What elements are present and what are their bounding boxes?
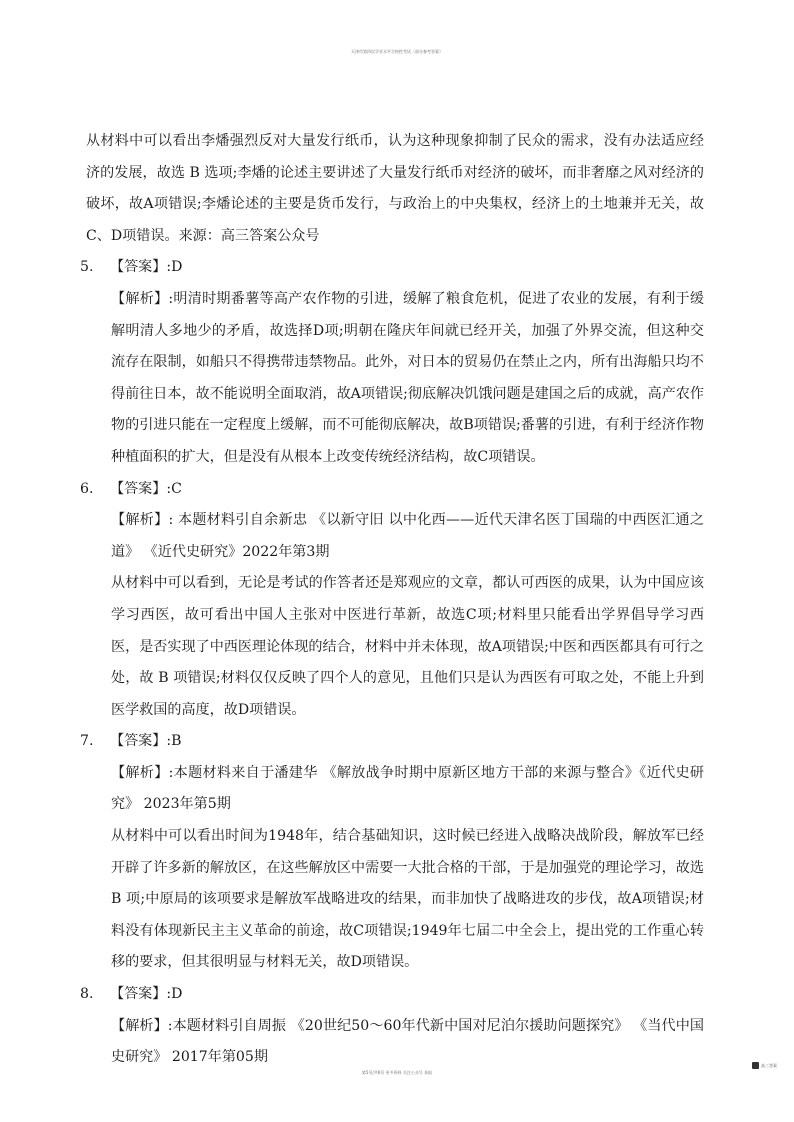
answer-line [80, 474, 704, 506]
answer-text: 【答案】:C [110, 480, 182, 497]
question-number: 5. [80, 259, 94, 276]
intro-paragraph: 从材料中可以看出李燔强烈反对大量发行纸币，认为这种现象抑制了民众的需求，没有办法适应经济的发展，故选 B 选项;李燔的论述主要讲述了大量发行纸币对经济的破坏，而非奢靡之风对经济的破坏，故A项错误;李燔论述的主要是货币发行，与政治上的中央集权，经济上的土地兼并无关，故C、D项错误。来源：高三答案公众号 [86, 133, 704, 244]
analysis-text: 【解析】:明清时期番薯等高产农作物的引进，缓解了粮食危机，促进了农业的发展，有利于缓解明清人多地少的矛盾，故选择D项;明朝在隆庆年间就已经开关，加强了外界交流，但这种交流存在限制，如船只不得携带违禁物品。此外，对日本的贸易仍在禁止之内，所有出海船只均不得前往日本，故不能说明全面取消，故A项错误;彻底解决饥饿问题是建国之后的成就，高产农作物的引进只能在一定程度上缓解，而不可能彻底解决，故B项错误;番薯的引进，有利于经济作物种植面积的扩大，但是没有从根本上改变传统经济结构，故C项错误。 [111, 290, 704, 465]
question-block-7 [80, 726, 704, 979]
question-number: 7. [80, 733, 94, 750]
answer-line [80, 979, 704, 1011]
logo-icon [752, 1062, 759, 1069]
answer-line [80, 252, 704, 284]
question-block-8 [80, 979, 704, 1074]
corner-logo [752, 1062, 777, 1069]
answer-text: 【答案】:D [110, 259, 183, 276]
analysis-source: 【解析】:本题材料来自于潘建华 《解放战争时期中原新区地方干部的来源与整合》《近代史研究》 2023年第5期 [111, 764, 704, 813]
question-number: 6. [80, 480, 94, 497]
answer-line [80, 726, 704, 758]
answer-text: 【答案】:B [110, 733, 182, 750]
page-header-note: 天津市第四次学业水平合格性考试（部分参考答案） [351, 49, 443, 54]
answer-text: 【答案】:D [110, 986, 183, 1003]
answer-content [80, 126, 704, 1074]
analysis-text: 从材料中可以看到，无论是考试的作答者还是郑观应的文章，都认可西医的成果，认为中国应该学习西医，故可看出中国人主张对中医进行革新，故选C项;材料里只能看出学界倡导学习西医，是否实现了中西医理论体现的结合，材料中并未体现，故A项错误;中医和西医都具有可行之处，故 B 项错误;材料仅仅反映了四个人的意见，且他们只是认为西医有可取之处，不能上升到医学救国的高度，故D项错误。 [111, 575, 704, 718]
question-block-5 [80, 252, 704, 473]
question-block-6 [80, 474, 704, 727]
page-footer-note: 第5页/共6页 更多资料 关注公众号 获取 [361, 1070, 433, 1075]
question-number: 8. [80, 986, 94, 1003]
analysis-source: 【解析】:本题材料引自周振 《20世纪50～60年代新中国对尼泊尔援助问题探究》 《当代中国史研究》 2017年第05期 [111, 1017, 704, 1066]
analysis-source: 【解析】: 本题材料引自余新忠 《以新守旧 以中化西——近代天津名医丁国瑞的中西医汇通之道》 《近代史研究》2022年第3期 [111, 512, 704, 560]
logo-text: 高三答案 [761, 1062, 777, 1068]
analysis-text: 从材料中可以看出时间为1948年，结合基础知识，这时候已经进入战略决战阶段，解放军已经开辟了许多新的解放区，在这些解放区中需要一大批合格的干部，于是加强党的理论学习，故选 B 项;中原局的该项要求是解放军战略进攻的结果，而非加快了战略进攻的步伐，故A项错误;材料没有体现新民主主义革命的前途，故C项错误;1949年七届二中全会上，提出党的工作重心转移的要求，但其很明显与材料无关，故D项错误。 [111, 828, 704, 971]
